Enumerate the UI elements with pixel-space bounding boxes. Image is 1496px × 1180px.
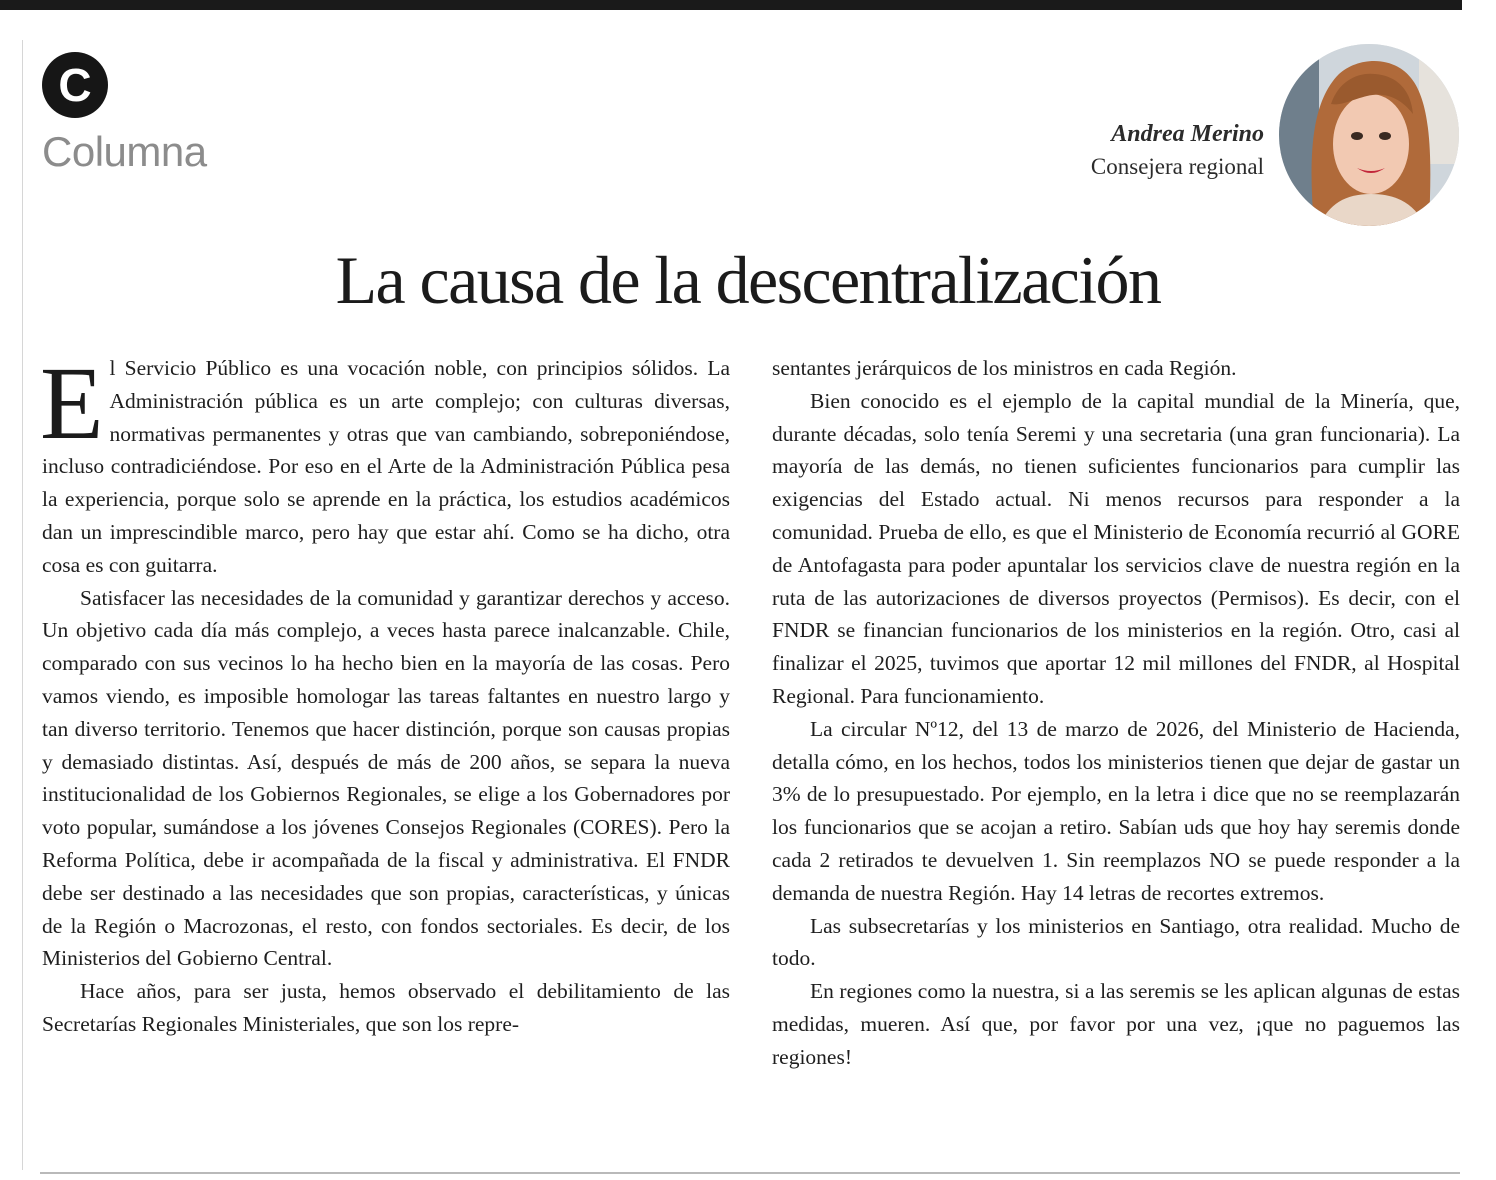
paragraph-4: sentantes jerárquicos de los ministros en cada Región. [772, 356, 1237, 380]
paragraph-6: La circular Nº12, del 13 de marzo de 2026, del Ministerio de Hacienda, detalla cómo, en los hechos, todos los ministerios tienen que dejar de gastar un 3% de lo presupuestado. Por ejemplo, en la letra i dice que no se reemplazarán los funcionarios que se acojan a retiro. Sabían uds que hoy hay seremis donde cada 2 retirados te devuelven 1. Sin reemplazos NO se puede responder a la demanda de nuestra Región. Hay 14 letras de recortes extremos. [772, 716, 1460, 905]
article-column-right [772, 352, 1460, 1074]
left-rule [22, 40, 23, 1170]
byline [1091, 118, 1264, 184]
section-badge: C [42, 52, 108, 118]
author-role: Consejera regional [1090, 154, 1264, 179]
top-bar [0, 0, 1462, 10]
paragraph-1 [40, 346, 730, 582]
article-title: La causa de la descentralización [335, 242, 1161, 318]
paragraph-7: Las subsecretarías y los ministerios en Santiago, otra realidad. Mucho de todo. [772, 913, 1460, 971]
section-label: Columna [42, 128, 207, 175]
paragraph-1-text: l Servicio Público es una vocación noble, con principios sólidos. La Administración pública es un arte complejo; con culturas diversas, normativas permanentes y otras que van cambiando, sobreponiéndose, incluso contradiciéndose. Por eso en el Arte de la Administración Pública pesa la experiencia, porque solo se aprende en la práctica, los estudios académicos dan un imprescindible marco, pero hay que estar ahí. Como se ha dicho, otra cosa es con guitarra. [42, 356, 730, 577]
bottom-rule [40, 1172, 1460, 1174]
paragraph-8: En regiones como la nuestra, si a las seremis se les aplican algunas de estas medidas, mueren. Así que, por favor por una vez, ¡que no paguemos las regiones! [772, 979, 1460, 1069]
drop-cap: E [40, 346, 104, 461]
author-photo-graphic [1279, 44, 1459, 226]
author-photo [1279, 44, 1459, 226]
paragraph-5: Bien conocido es el ejemplo de la capital mundial de la Minería, que, durante décadas, solo tenía Seremi y una secretaria (una gran funcionaria). La mayoría de las demás, no tienen suficientes funcionarios para cumplir las exigencias del Estado actual. Ni menos recursos para responder a la comunidad. Prueba de ello, es que el Ministerio de Economía recurrió al GORE de Antofagasta para poder apuntalar los servicios clave de nuestra región en la ruta de las autorizaciones de diversos proyectos (Permisos). Es decir, con el FNDR se financian funcionarios de los ministerios en la región. Otro, casi al finalizar el 2025, tuvimos que aportar 12 mil millones del FNDR, al Hospital Regional. Para funcionamiento. [772, 388, 1460, 708]
page-edge [1462, 0, 1496, 1180]
paragraph-2: Satisfacer las necesidades de la comunidad y garantizar derechos y acceso. Un objetivo cada día más complejo, a veces hasta parece inalcanzable. Chile, comparado con sus vecinos lo ha hecho bien en la mayoría de las cosas. Pero vamos viendo, es imposible homologar las tareas faltantes en nuestro largo y tan diverso territorio. Tenemos que hacer distinción, porque son causas propias y demasiado distintas. Así, después de más de 200 años, se separa la nueva institucionalidad de los Gobiernos Regionales, se elige a los Gobernadores por voto popular, sumándose a los jóvenes Consejos Regionales (CORES). Pero la Reforma Política, debe ir acompañada de la fiscal y administrativa. El FNDR debe ser destinado a las necesidades que son propias, características, y únicas de la Región o Macrozonas, el resto, con fondos sectoriales. Es decir, de los Ministerios del Gobierno Central. [42, 585, 730, 971]
paragraph-3: Hace años, para ser justa, hemos observado el debilitamiento de las Secretarías Regionales Ministeriales, que son los repre- [42, 979, 730, 1036]
article-column-left [40, 346, 730, 1041]
author-name: Andrea Merino [1111, 121, 1264, 147]
